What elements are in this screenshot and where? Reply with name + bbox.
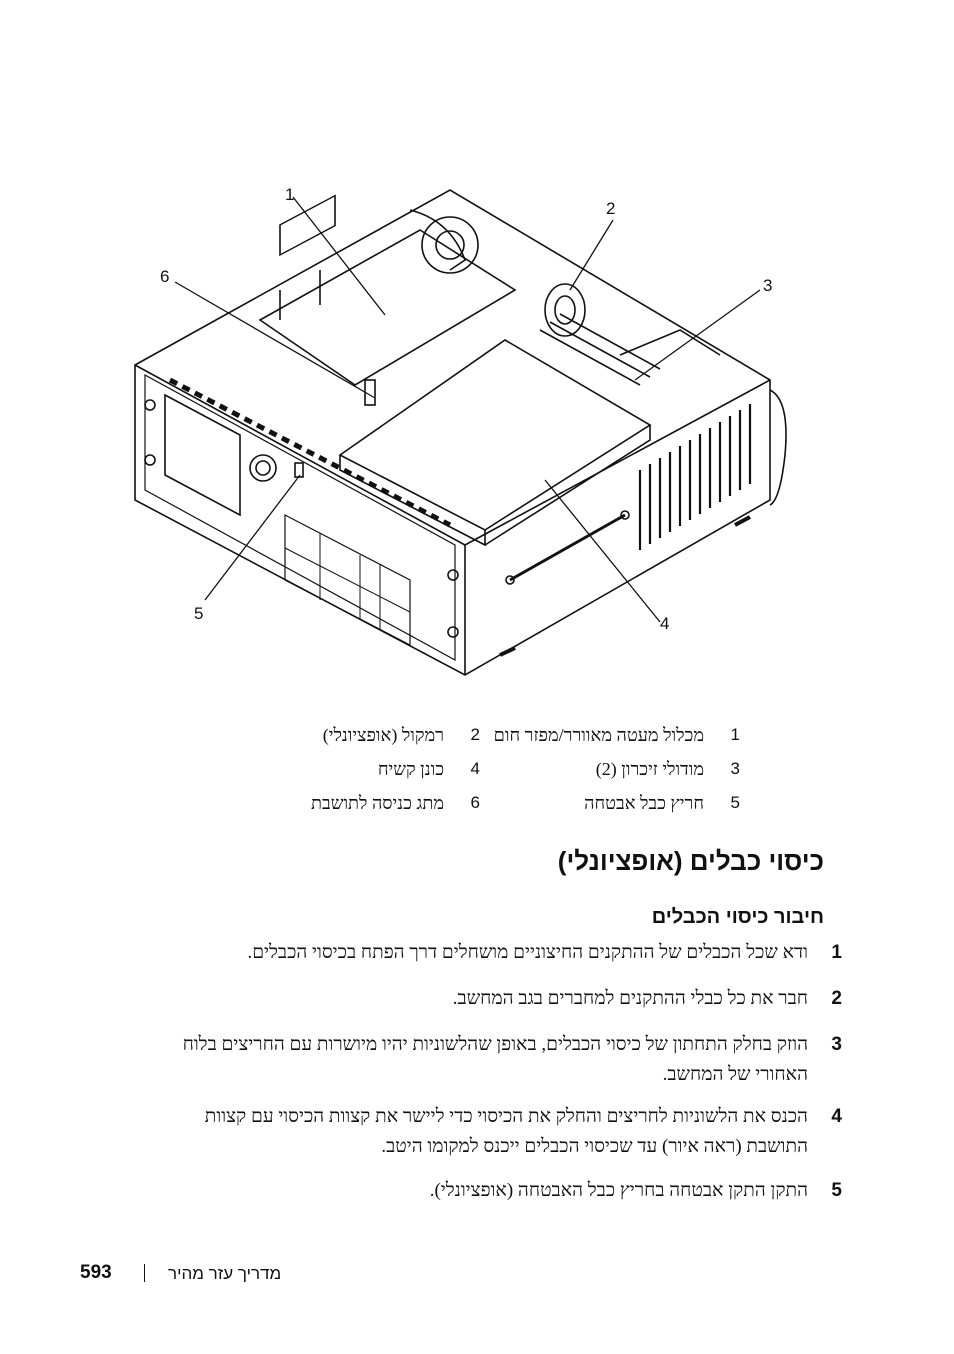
page-number: 593 <box>80 1262 112 1283</box>
legend-number: 5 <box>730 793 740 812</box>
legend-number: 3 <box>730 759 740 778</box>
step-number: 4 <box>831 1106 842 1127</box>
legend-row <box>240 718 740 752</box>
callout-2: 2 <box>606 199 616 218</box>
legend-label: רמקול (אופציונלי) <box>322 724 444 745</box>
step-number: 5 <box>831 1180 842 1201</box>
step-number: 2 <box>831 988 842 1009</box>
legend-label: מכלול מעטה מאוורר/מפזר חום <box>493 724 704 745</box>
legend-number: 4 <box>470 759 480 778</box>
legend-number: 2 <box>470 725 480 744</box>
guide-title: מדריך עזר מהיר <box>168 1264 282 1283</box>
legend-number: 1 <box>730 725 740 744</box>
step-text: ודא שכל הכבלים של ההתקנים החיצוניים מושחלים דרך הפתח בכיסוי הכבלים. <box>247 942 808 963</box>
legend-row <box>240 786 740 820</box>
section-title: כיסוי כבלים (אופציונלי) <box>557 846 824 876</box>
legend-number: 6 <box>470 793 480 812</box>
chassis-illustration <box>120 170 800 690</box>
step-number: 3 <box>831 1034 842 1055</box>
page-footer <box>80 1262 340 1286</box>
legend-row <box>240 752 740 786</box>
step-text: התקן התקן אבטחה בחריץ כבל האבטחה (אופציונלי). <box>429 1180 808 1201</box>
chassis-drawing <box>120 170 800 690</box>
step-item <box>108 938 842 968</box>
callout-5: 5 <box>194 604 204 623</box>
step-item <box>108 984 842 1014</box>
step-item <box>108 1176 842 1206</box>
step-item <box>168 1030 842 1090</box>
legend-label: מודולי זיכרון (2) <box>595 758 704 779</box>
step-text: הוזק בחלק התחתון של כיסוי הכבלים, באופן שהלשוניות יהיו מיושרות עם החריצים בלוח האחורי של המחשב. <box>182 1034 808 1085</box>
step-text: הכנס את הלשוניות לחריצים והחלק את הכיסוי כדי ליישר את קצוות הכיסוי עם קצוות התושבת (ראה איור) עד שכיסוי הכבלים ייכנס למקומו היטב. <box>204 1106 808 1157</box>
footer-divider <box>144 1264 145 1282</box>
callout-1: 1 <box>285 185 295 204</box>
legend-label: כונן קשיח <box>377 758 444 779</box>
step-number: 1 <box>831 942 842 963</box>
callout-3: 3 <box>763 276 773 295</box>
legend-label: חריץ כבל אבטחה <box>584 792 704 813</box>
figure-legend <box>240 718 740 820</box>
step-item <box>148 1102 842 1162</box>
step-text: חבר את כל כבלי ההתקנים למחברים בגב המחשב. <box>452 988 808 1009</box>
callout-4: 4 <box>660 614 670 633</box>
callout-6: 6 <box>160 267 170 286</box>
legend-label: מתג כניסה לתושבת <box>311 792 444 813</box>
subsection-title: חיבור כיסוי הכבלים <box>651 906 824 928</box>
